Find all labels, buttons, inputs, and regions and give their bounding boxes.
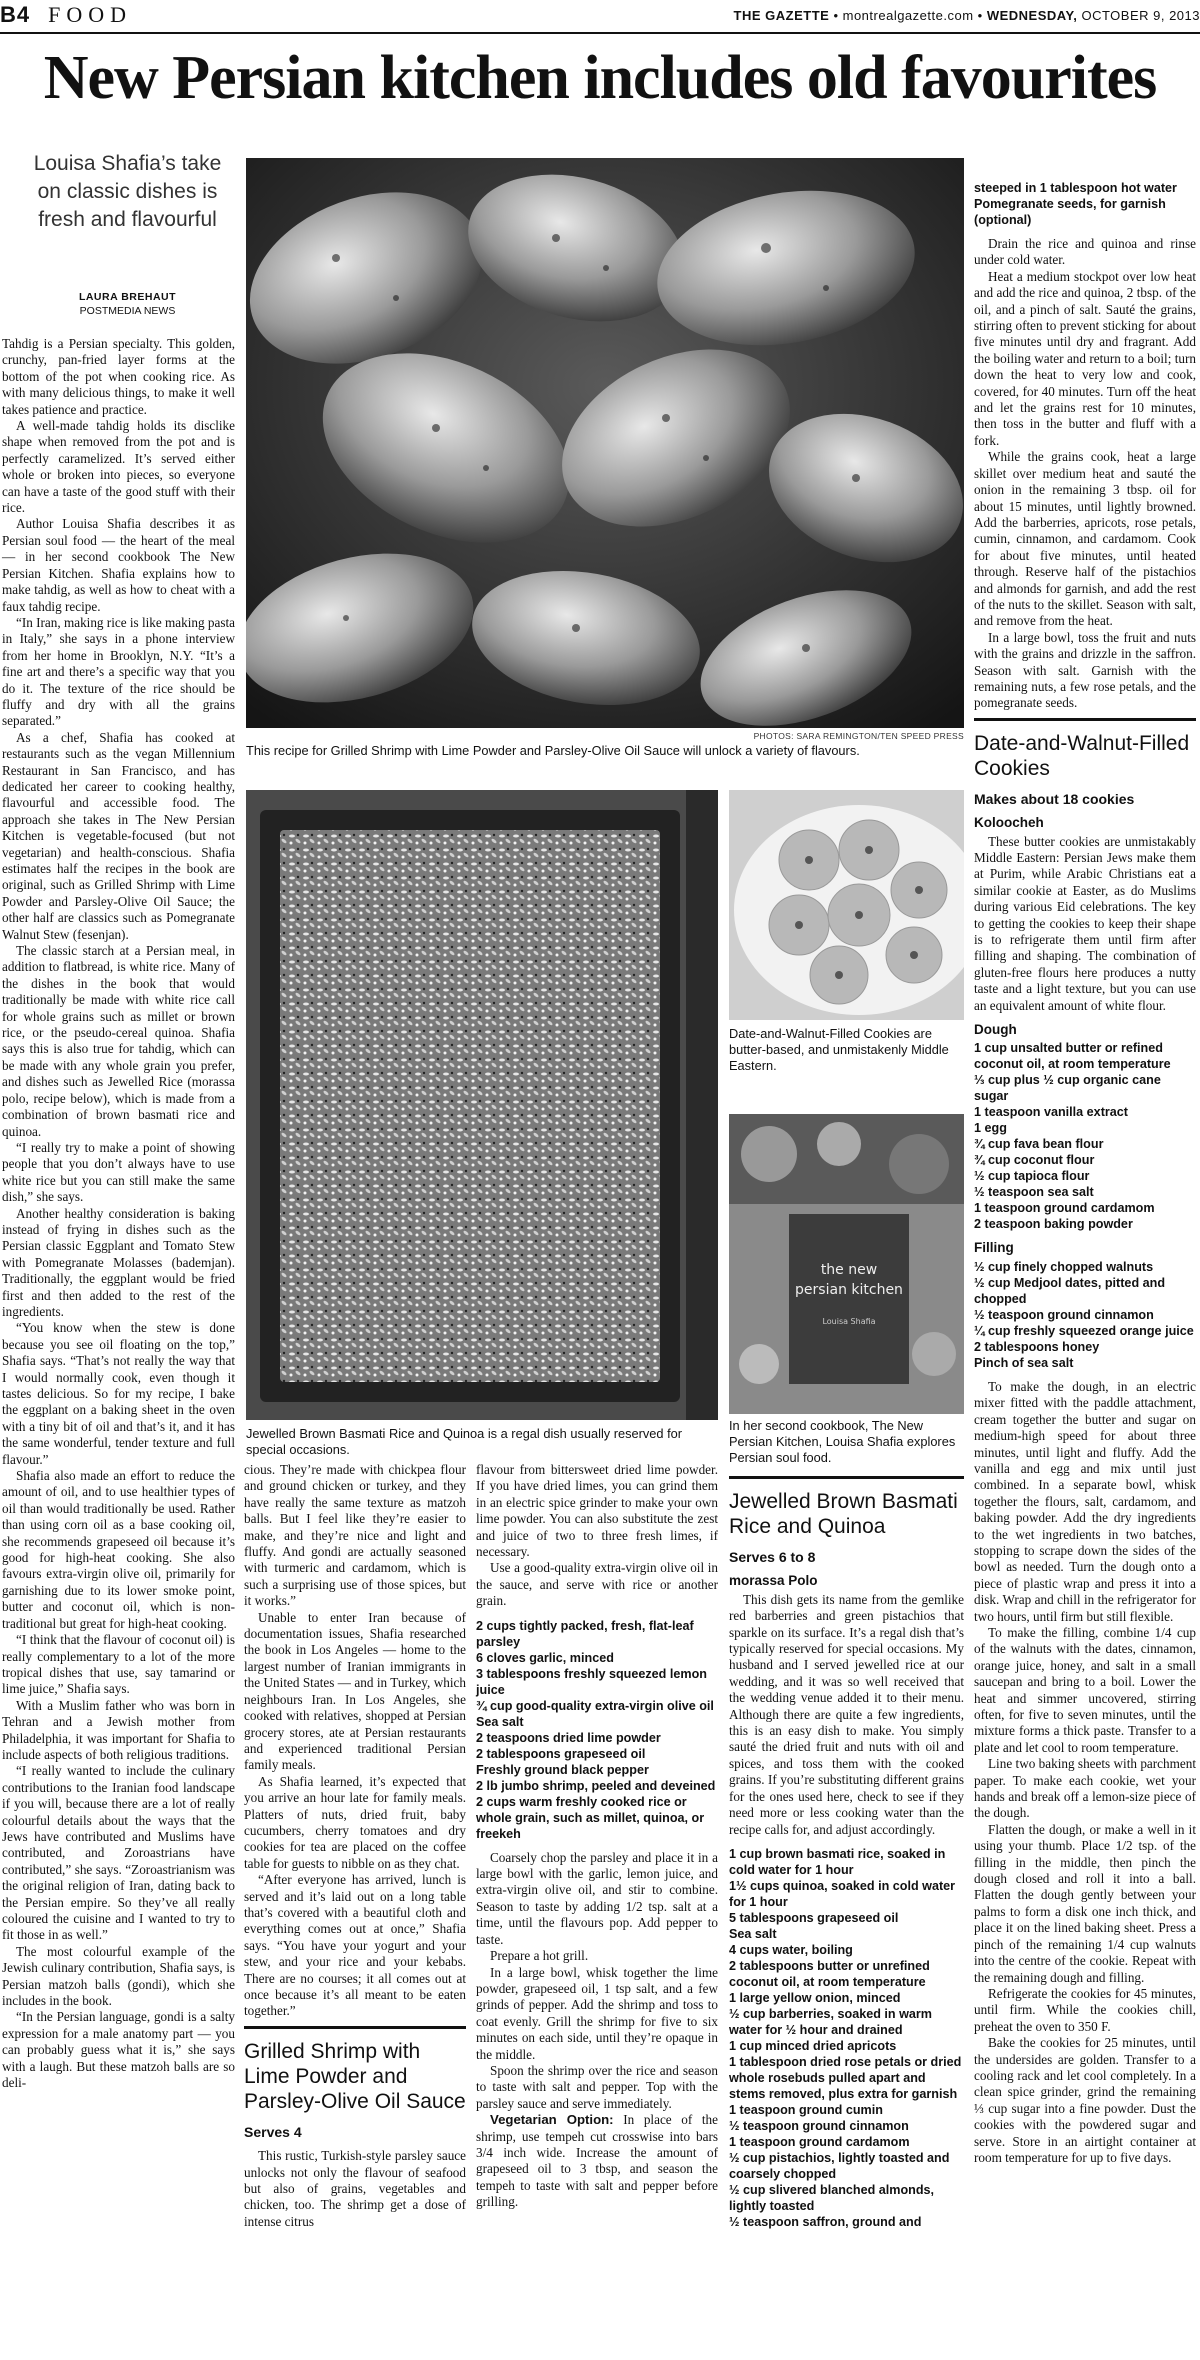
ingredient: 2 tablespoons butter or unrefined coconut oil, at room temperature: [729, 1958, 930, 1989]
ingredient: ½ teaspoon ground cinnamon: [974, 1307, 1154, 1322]
article-column-1: [2, 336, 235, 2091]
separator: •: [977, 8, 983, 23]
page-section-label: [0, 2, 132, 28]
rice-illustration: [246, 790, 718, 1420]
book-photo: [729, 1114, 964, 1414]
author-name: LAURA BREHAUT: [78, 291, 177, 303]
paper-url[interactable]: montrealgazette.com: [842, 8, 974, 23]
ingredient: ½ teaspoon sea salt: [974, 1185, 1094, 1200]
rice-photo: [246, 790, 718, 1420]
paragraph: Drain the rice and quinoa and rinse under cold water.: [974, 236, 1196, 268]
ingredient: 1 egg: [974, 1121, 1007, 1136]
filling-ingredients: [974, 1259, 1196, 1371]
paragraph: To make the filling, combine 1/4 cup of the walnuts with the dates, cinnamon, orange juice, honey, and salt in a small saucepan and bring to a boil. Lower the heat and simmer uncovered, stirring often, for five to seven minutes, until the mixture forms a thick paste. Transfer to a plate and let cool to room temperature.: [974, 1624, 1196, 1755]
ingredient: 1 tablespoon dried rose petals or dried whole rosebuds pulled apart and stems removed, plus extra for garnish: [729, 2054, 962, 2101]
paragraph: Spoon the shrimp over the rice and season to taste with salt and pepper. Top with the parsley sauce and serve immediately.: [476, 2062, 718, 2111]
ingredient: 2 cups warm freshly cooked rice or whole grain, such as millet, quinoa, or freekeh: [476, 1794, 705, 1841]
paragraph: These butter cookies are unmistakably Middle Eastern: Persian Jews make them at Purim, while Arabic Christians eat a similar cookie at Easter, as do Muslims during various Eid celebrations. The key to getting the cookies to keep their shape is to refrigerate them until firm after filling and shaping. The combination of gluten-free flours here produces a nutty taste and a light texture, but you can use an equivalent amount of white flour.: [974, 833, 1196, 1013]
article-column-5: [974, 180, 1196, 2166]
dough-ingredients: [974, 1040, 1196, 1232]
book-caption: In her second cookbook, The New Persian Kitchen, Louisa Shafia explores Persian soul food.: [729, 1418, 956, 1465]
shrimp-illustration: [246, 158, 964, 728]
paragraph: Coarsely chop the parsley and place it in a large bowl with the garlic, lemon juice, and extra-virgin olive oil, and stir to combine. Season to taste by adding 1/2 tsp. salt at a time, until the flavours pop. Add pepper to taste.: [476, 1849, 718, 1947]
page-number: B4: [0, 2, 31, 27]
paragraph: “I think that the flavour of coconut oil) is really complementary to a lot of the more tropical dishes that use, say tamarind or lime juice,” Shafia says.: [2, 1632, 235, 1697]
paragraph: Flatten the dough, or make a well in it using your thumb. Place 1/2 tsp. of the filling in the middle, then pinch the dough closed and roll it into a ball. Flatten the dough gently between your palms to form a disk one inch thick, and place it on the lined baking sheet. Press a pinch of the remaining 1/4 cup walnuts into the centre of the cookie. Repeat with the remaining dough and filling.: [974, 1821, 1196, 1985]
ingredient: 6 cloves garlic, minced: [476, 1650, 614, 1665]
shrimp-ingredients: [476, 1618, 718, 1842]
paragraph: “In the Persian language, gondi is a salty expression for a male anatomy part — you can probably guess what it is,” she says with a laugh. But these matzoh balls are so deli-: [2, 2009, 235, 2091]
ingredient: 1 teaspoon vanilla extract: [974, 1105, 1128, 1120]
separator: •: [833, 8, 839, 23]
ingredient: 1 large yellow onion, minced: [729, 1990, 901, 2005]
ingredient: Pinch of sea salt: [974, 1355, 1074, 1370]
cookie-recipe-serves: Makes about 18 cookies: [974, 790, 1135, 807]
ingredient: 1 teaspoon ground cardamom: [729, 2134, 910, 2149]
author-outlet: POSTMEDIA NEWS: [79, 305, 176, 317]
ingredient: ¾ cup fava bean flour: [974, 1137, 1104, 1152]
ingredient: ¼ cup freshly squeezed orange juice: [974, 1323, 1194, 1338]
paragraph: In a large bowl, whisk together the lime powder, grapeseed oil, 1 tsp salt, and a few grinds of pepper. Add the shrimp and toss to coat evenly. Grill the shrimp for five to six minutes on each side, until they’re opaque in the middle.: [476, 1964, 718, 2062]
paper-name: THE GAZETTE: [733, 8, 830, 23]
ingredient: 1 teaspoon ground cumin: [729, 2102, 883, 2117]
ingredient: 2 teaspoons dried lime powder: [476, 1730, 661, 1745]
rice-recipe-subtitle: morassa Polo: [729, 1573, 818, 1589]
article-column-4: [729, 1470, 964, 2238]
ingredient: ½ cup finely chopped walnuts: [974, 1259, 1154, 1274]
recipe-divider: [974, 718, 1196, 721]
paragraph: [476, 2112, 718, 2210]
shrimp-photo: [246, 158, 964, 728]
ingredient: ½ cup barberries, soaked in warm water for ½ hour and drained: [729, 2006, 932, 2037]
paragraph: “I really wanted to include the culinary contributions to the Iranian food landscape if you will, because there are a lot of really colourful details about the ways that the Jews have contributed and Muslims have contributed, and Zoroastrians have contributed,” she says. “Zoroastrianism was the original religion of Iran, dating back to the Persian empire. So they’ve all really coloured the cuisine and I wanted to try to fit those in as well.”: [2, 1763, 235, 1943]
deck: Louisa Shafia’s take on classic dishes is fresh and flavourful: [33, 152, 222, 231]
recipe-divider: [244, 2026, 466, 2029]
veg-option-text: In place of the shrimp, use tempeh cut crosswise into bars 3/4 inch wide. Increase the amount of grapeseed oil to 3 tbsp, and season the tempeh to taste with salt and pepper before grilling.: [476, 2112, 719, 2210]
ingredient: 1 cup unsalted butter or refined coconut oil, at room temperature: [974, 1041, 1171, 1072]
paragraph: Line two baking sheets with parchment paper. To make each cookie, wet your hands and break off a lemon-size piece of the dough.: [974, 1756, 1196, 1821]
recipe-divider: [729, 1476, 964, 1479]
cookies-photo: [729, 790, 964, 1020]
ingredient: Pomegranate seeds, for garnish (optional): [974, 197, 1166, 227]
paragraph: flavour from bittersweet dried lime powder. If you have dried limes, you can grind them in an electric spice grinder to make your own lime powder. You can also substitute the zest and juice of two to three fresh limes, if necessary.: [476, 1462, 718, 1560]
paragraph: While the grains cook, heat a large skillet over medium heat and sauté the onion in the remaining 3 tbsp. oil for about 15 minutes, until lightly browned. Add the barberries, apricots, rose petals, cumin, cinnamon, and cardamom. Cook for about five minutes, until heated through. Reserve half of the pistachios and almonds for garnish, and add the rest of the nuts to the skillet. Season with salt, and remove from the heat.: [974, 449, 1196, 629]
byline: [20, 290, 235, 318]
ingredient: Sea salt: [476, 1714, 524, 1729]
ingredient: 2 teaspoon baking powder: [974, 1217, 1133, 1232]
paragraph: Tahdig is a Persian specialty. This golden, crunchy, pan-fried layer forms at the bottom of the pot when cooking rice. As with many delicious things, to make it well takes patience and practice.: [2, 336, 235, 417]
issue-date: OCTOBER 9, 2013: [1081, 8, 1200, 23]
article-column-2: [244, 1462, 466, 2230]
veg-option-label: Vegetarian Option:: [490, 2112, 614, 2128]
paragraph: Heat a medium stockpot over low heat and add the rice and quinoa, 2 tbsp. of the oil, and a pinch of salt. Sauté the grains, stirring often to prevent sticking for about five minutes until dry and fragrant. Add the boiling water and return to a boil; turn down the heat to very low and cook, covered, for 40 minutes. Turn off the heat and let the grains rest for 10 minutes, then toss in the butter and fluff with a fork.: [974, 268, 1196, 448]
ingredient: ½ cup slivered blanched almonds, lightly toasted: [729, 2182, 935, 2213]
issue-day: WEDNESDAY,: [986, 8, 1078, 23]
ingredient: Sea salt: [729, 1926, 777, 1941]
book-cover-author: Louisa Shafia: [822, 1317, 876, 1326]
ingredient: 2 tablespoons grapeseed oil: [476, 1746, 646, 1761]
paragraph: A well-made tahdig holds its disclike shape when removed from the pot and is perfectly caramelized. It’s served either whole or broken into pieces, so everyone can have a taste of the good stuff with their rice.: [2, 418, 235, 516]
ingredient: 2 lb jumbo shrimp, peeled and deveined: [476, 1778, 716, 1793]
cookie-recipe-subtitle: Koloocheh: [974, 815, 1044, 831]
ingredient: 1 teaspoon ground cardamom: [974, 1201, 1155, 1216]
paragraph: Shafia also made an effort to reduce the amount of oil, and to use healthier types of oil than would traditionally be used. Rather than using corn oil as a base cooking oil, she recommends grapeseed oil because it’s good for high-heat cooking. She also favours extra-virgin olive oil, primarily for garnishing due to its lower smoke point, butter and coconut oil, which is non-traditional but great for high-heat cooking.: [2, 1468, 235, 1631]
shrimp-recipe-serves: Serves 4: [244, 2123, 302, 2140]
ingredient: 5 tablespoons grapeseed oil: [729, 1910, 899, 1925]
paragraph: Author Louisa Shafia describes it as Persian soul food — the heart of the meal — in her second cookbook The New Persian Kitchen. Shafia explains how to make tahdig, as well as how to cheat with a faux tahdig recipe.: [2, 516, 235, 614]
ingredient: ½ cup Medjool dates, pitted and chopped: [974, 1275, 1166, 1306]
paragraph: Unable to enter Iran because of documentation issues, Shafia researched the book in Los Angeles — home to the largest number of Iranian immigrants in the United States — and in Turkey, which neighbours Iran. In Los Angeles, she cooked with relatives, shopped at Persian grocery stores, ate at Persian restaurants and experienced traditional Persian family meals.: [244, 1609, 466, 1773]
ingredient: Freshly ground black pepper: [476, 1762, 649, 1777]
ingredient: ½ teaspoon saffron, ground and: [729, 2214, 922, 2229]
paragraph: “In Iran, making rice is like making pasta in Italy,” she says in a phone interview from her home in Brooklyn, N.Y. “It’s a fine art and there’s a specific way that you do it. The texture of the rice should be fluffy and dry with all the grains separated.”: [2, 614, 235, 729]
rice-ingredients-continued: [974, 180, 1196, 228]
shrimp-caption: This recipe for Grilled Shrimp with Lime Powder and Parsley-Olive Oil Sauce will unlock a variety of flavours.: [246, 743, 860, 758]
paragraph: The classic starch at a Persian meal, in addition to flatbread, is white rice. Many of the dishes in the book that would traditionally be made with white rice call for whole grains such as millet or brown rice, or the pseudo-cereal quinoa. Shafia says this is also true for tahdig, which can be made with any whole grain you prefer, and dishes such as Jewelled Rice (morassa polo, recipe below), which is made from a combination of brown basmati rice and quinoa.: [2, 943, 235, 1139]
ingredient: ½ cup pistachios, lightly toasted and coarsely chopped: [729, 2150, 950, 2181]
cookies-illustration: [729, 790, 964, 1020]
paragraph: cious. They’re made with chickpea flour and ground chicken or turkey, and they have really the same texture as matzoh balls. But I feel like they’re easier to make, and they’re nice and light and fluffy. And gondi are actually seasoned with turmeric and cardamom, which is such a surprising use of those spices, but it works.”: [244, 1462, 466, 1609]
paragraph: Refrigerate the cookies for 45 minutes, until firm. While the cookies chill, preheat the oven to 350 F.: [974, 1985, 1196, 2034]
ingredient: ½ teaspoon ground cinnamon: [729, 2118, 909, 2133]
section-name: FOOD: [48, 2, 133, 27]
paragraph: “After everyone has arrived, lunch is served and it’s laid out on a long table that’s covered with a beautiful cloth and everything comes out at once,” Shafia says. “You have your yogurt and your stew, and your rice and your kebabs. There are no courses; it all comes out at once because it’s all meant to be eaten together.”: [244, 1872, 466, 2019]
paragraph: This rustic, Turkish-style parsley sauce unlocks not only the flavour of seafood but also of grains, vegetables and chicken, too. The shrimp get a dose of intense citrus: [244, 2148, 466, 2229]
ingredient: 2 cups tightly packed, fresh, flat-leaf parsley: [476, 1618, 694, 1649]
filling-label: Filling: [974, 1240, 1014, 1256]
ingredient: ⅓ cup plus ½ cup organic cane sugar: [974, 1073, 1161, 1104]
rice-caption: Jewelled Brown Basmati Rice and Quinoa is a regal dish usually reserved for special occasions.: [246, 1426, 683, 1457]
book-cover-title-line1: the new: [820, 1262, 878, 1278]
paragraph: This dish gets its name from the gemlike red barberries and green pistachios that sparkle on its surface. It’s a regal dish that’s typically reserved for special occasions. My husband and I served jewelled rice at our wedding, and it was so well received that the wedding venue added it to their menu. Although there are quite a few ingredients, this is an easy dish to make. You simply sauté the dried fruit and nuts with oil and spices, and toss them with the cooked grains. If you’re substituting different grains for the ones used here, check to see if they need more or less cooking water than the recipe calls for, and adjust accordingly.: [729, 1591, 964, 1837]
paragraph: Another healthy consideration is baking instead of frying in dishes such as the Persian classic Eggplant and Tomato Stew with Pomegranate Molasses (bademjan). Traditionally, the eggplant would be fried first and then added to the rest of the ingredients.: [2, 1205, 235, 1319]
paragraph: To make the dough, in an electric mixer fitted with the paddle attachment, cream together the butter and sugar on medium-high speed for about three minutes, until light and fluffy. Add the vanilla and egg and mix until just combined. In a separate bowl, whisk together the flours, salt, cardamom, and baking powder. Add the dry ingredients to the wet ingredients in two batches, stopping to scrape down the sides of the bowl as needed. Turn the dough onto a piece of plastic wrap and press it into a disk. Wrap and chill in the refrigerator for two hours, until firm but still flexible.: [974, 1378, 1196, 1624]
paragraph: The most colourful example of the Jewish culinary contribution, Shafia says, is Persian matzoh balls (gondi), which she includes in the book.: [2, 1943, 235, 2009]
shrimp-recipe-title: Grilled Shrimp with Lime Powder and Parsley-Olive Oil Sauce: [244, 2039, 466, 2113]
ingredient: ¾ cup good-quality extra-virgin olive oil: [476, 1698, 714, 1713]
book-cover-illustration: [729, 1114, 964, 1414]
paragraph: With a Muslim father who was born in Tehran and a Jewish mother from Philadelphia, it was important for Shafia to include aspects of both religious traditions.: [2, 1697, 235, 1762]
paragraph: As a chef, Shafia has cooked at restaurants such as the vegan Millennium Restaurant in San Francisco, and has dedicated her career to cooking healthy, flavourful and accessible food. The approach she takes in The New Persian Kitchen is vegetable-focused (but not vegetarian) and health-conscious. Shafia estimates half the recipes in the book are original, such as Grilled Shrimp with Lime Powder and Parsley-Olive Oil Sauce; the other half are classics such as Pomegranate Walnut Stew (fesenjan).: [2, 729, 235, 942]
ingredient: ½ cup tapioca flour: [974, 1169, 1090, 1184]
rice-recipe-title: Jewelled Brown Basmati Rice and Quinoa: [729, 1490, 958, 1538]
paragraph: “You know when the stew is done because you see oil floating on the top,” Shafia says. “That’s not really the way that I would normally cook, even though it tastes delicious. So for my recipe, I bake the eggplant on a baking sheet in the oven with a tiny bit of oil and that’s it, and it has the same wonderful, tender texture and full flavour.”: [2, 1320, 235, 1467]
paper-info: [734, 8, 1200, 23]
ingredient: 2 tablespoons honey: [974, 1339, 1100, 1354]
rice-ingredients: [729, 1846, 964, 2230]
ingredient: 3 tablespoons freshly squeezed lemon juice: [476, 1666, 707, 1697]
ingredient: 4 cups water, boiling: [729, 1942, 853, 1957]
rice-recipe-serves: Serves 6 to 8: [729, 1549, 816, 1565]
paragraph: In a large bowl, toss the fruit and nuts with the grains and drizzle in the saffron. Season with salt. Garnish with the remaining nuts, a few rose petals, and the pomegranate seeds.: [974, 629, 1196, 711]
cookie-recipe-title: Date-and-Walnut-Filled Cookies: [974, 731, 1190, 780]
ingredient: ¾ cup coconut flour: [974, 1153, 1095, 1168]
book-cover-title-line2: persian kitchen: [795, 1282, 903, 1298]
masthead: [0, 0, 1200, 34]
headline: New Persian kitchen includes old favourites: [43, 44, 1157, 112]
ingredient: 1 cup brown basmati rice, soaked in cold water for 1 hour: [729, 1846, 946, 1877]
ingredient: 1 cup minced dried apricots: [729, 2038, 897, 2053]
photo-credit: PHOTOS: SARA REMINGTON/TEN SPEED PRESS: [753, 731, 964, 741]
cookies-caption: Date-and-Walnut-Filled Cookies are butter-based, and unmistakenly Middle Eastern.: [729, 1026, 949, 1073]
ingredient: steeped in 1 tablespoon hot water: [974, 181, 1177, 195]
article-column-3: [476, 1462, 718, 2211]
paragraph: Bake the cookies for 25 minutes, until the undersides are golden. Transfer to a cooling rack and let cool completely. In a clean spice grinder, grind the remaining ⅓ cup sugar into a fine powder. Dust the cookies with the powdered sugar and serve. Store in an airtight container at room temperature for up to five days.: [974, 2035, 1196, 2165]
paragraph: Use a good-quality extra-virgin olive oil in the sauce, and serve with rice or another grain.: [476, 1560, 718, 1609]
ingredient: 1½ cups quinoa, soaked in cold water for 1 hour: [729, 1878, 956, 1909]
paragraph: “I really try to make a point of showing people that you don’t always have to use white rice but you can still make the same dish,” she says.: [2, 1139, 235, 1205]
paragraph: Prepare a hot grill.: [490, 1948, 589, 1964]
dough-label: Dough: [974, 1022, 1017, 1038]
paragraph: As Shafia learned, it’s expected that you arrive an hour late for family meals. Platters of nuts, dried fruit, baby cucumbers, cherry tomatoes and dry cookies for tea are placed on the coffee table for guests to nibble on as they chat.: [244, 1773, 466, 1871]
